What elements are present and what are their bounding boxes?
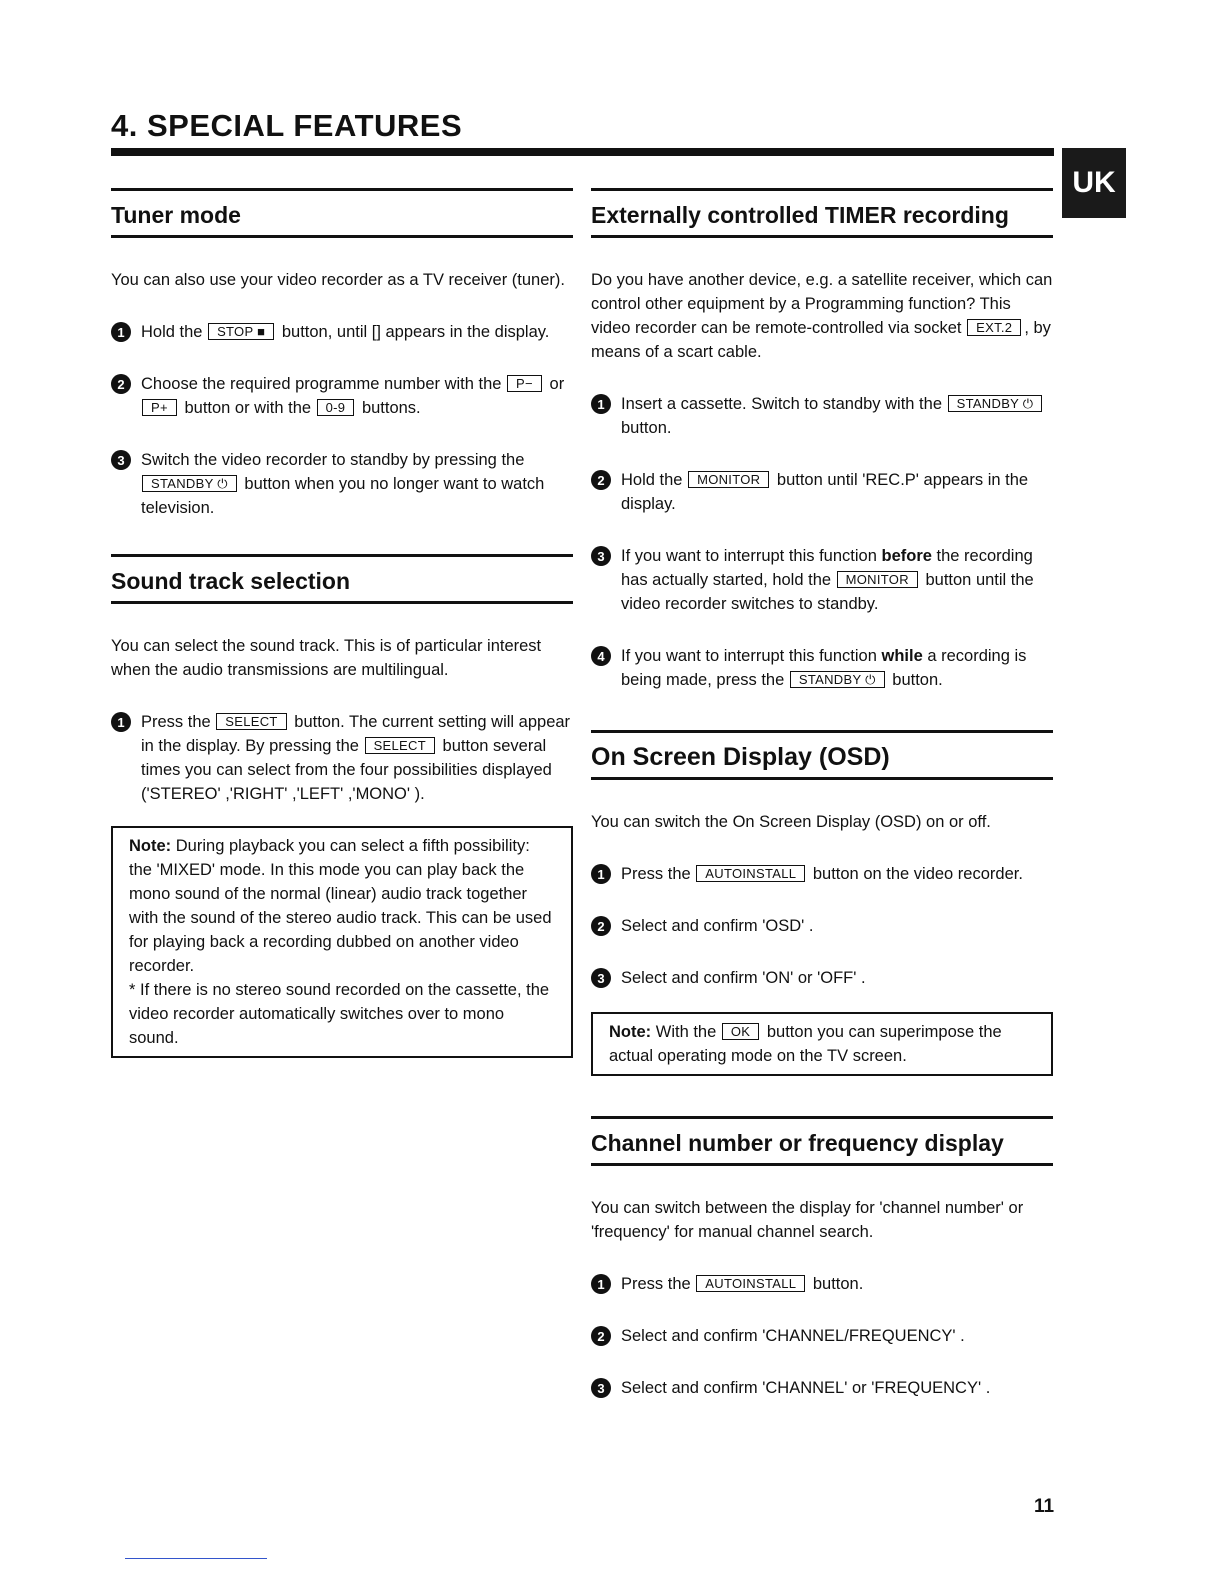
timer-step-1: 1 Insert a cassette. Switch to standby with the STANDBY ⏻ button. <box>591 392 1053 440</box>
osd-note-box: Note: With the OK button you can superimpose the actual operating mode on the TV screen. <box>591 1012 1053 1076</box>
channel-step-3: 3 Select and confirm 'CHANNEL' or 'FREQUENCY' . <box>591 1376 1053 1400</box>
step-number-icon: 1 <box>591 864 611 884</box>
tuner-mode-heading: Tuner mode <box>111 188 573 238</box>
step-number-icon: 4 <box>591 646 611 666</box>
ext2-socket-icon: EXT.2 <box>967 319 1021 336</box>
standby-key-icon: STANDBY ⏻ <box>790 671 885 688</box>
footer-rule <box>125 1558 267 1559</box>
step-number-icon: 1 <box>111 712 131 732</box>
page-title: 4. SPECIAL FEATURES <box>111 108 463 143</box>
note-label: Note: <box>609 1023 652 1041</box>
digit-keys-icon: 0-9 <box>317 399 355 416</box>
step-number-icon: 1 <box>591 1274 611 1294</box>
step-number-icon: 1 <box>111 322 131 342</box>
channel-step-1: 1 Press the AUTOINSTALL button. <box>591 1272 1053 1296</box>
step-number-icon: 3 <box>111 450 131 470</box>
channel-display-heading: Channel number or frequency display <box>591 1116 1053 1166</box>
sound-track-section <box>111 554 573 1058</box>
standby-key-icon: STANDBY ⏻ <box>142 475 237 492</box>
osd-step-2: 2 Select and confirm 'OSD' . <box>591 914 1053 938</box>
step-number-icon: 3 <box>591 546 611 566</box>
sound-track-heading: Sound track selection <box>111 554 573 604</box>
select-key-icon: SELECT <box>365 737 435 754</box>
osd-heading: On Screen Display (OSD) <box>591 730 1053 780</box>
tuner-mode-section <box>111 188 573 520</box>
standby-key-icon: STANDBY ⏻ <box>948 395 1043 412</box>
stop-key-icon: STOP ■ <box>208 323 274 340</box>
monitor-key-icon: MONITOR <box>688 471 769 488</box>
ok-key-icon: OK <box>722 1023 759 1040</box>
step-number-icon: 1 <box>591 394 611 414</box>
page-number: 11 <box>1034 1496 1055 1517</box>
left-column <box>111 188 573 1058</box>
step-number-icon: 2 <box>591 470 611 490</box>
autoinstall-key-icon: AUTOINSTALL <box>696 865 805 882</box>
channel-step-2: 2 Select and confirm 'CHANNEL/FREQUENCY' . <box>591 1324 1053 1348</box>
note-label: Note: <box>129 837 172 855</box>
sound-intro: You can select the sound track. This is of particular interest when the audio transmissions are multilingual. <box>111 637 542 679</box>
timer-section <box>591 188 1053 692</box>
osd-step-1: 1 Press the AUTOINSTALL button on the video recorder. <box>591 862 1053 886</box>
timer-intro: Do you have another device, e.g. a satellite receiver, which can control other equipment by a Programming function? This video recorder can be remote-controlled via socket EXT.2 , by means of a scart cable. <box>591 271 1053 361</box>
title-rule <box>111 148 1054 156</box>
tuner-intro: You can also use your video recorder as a TV receiver (tuner). <box>111 271 565 289</box>
osd-step-3: 3 Select and confirm 'ON' or 'OFF' . <box>591 966 1053 990</box>
note-extra: * If there is no stereo sound recorded on the cassette, the video recorder automatically switches over to mono sound. <box>129 981 550 1047</box>
tuner-step-2: 2 Choose the required programme number with the P− or P+ button or with the 0-9 buttons. <box>111 372 573 420</box>
language-tab: UK <box>1062 148 1126 218</box>
step-number-icon: 2 <box>591 1326 611 1346</box>
select-key-icon: SELECT <box>216 713 286 730</box>
step-number-icon: 2 <box>591 916 611 936</box>
timer-step-3: 3 If you want to interrupt this function before the recording has actually started, hold the MONITOR button until the video recorder switches to standby. <box>591 544 1053 616</box>
autoinstall-key-icon: AUTOINSTALL <box>696 1275 805 1292</box>
osd-intro: You can switch the On Screen Display (OSD) on or off. <box>591 813 991 831</box>
channel-display-section <box>591 1116 1053 1400</box>
tuner-step-1: 1 Hold the STOP ■ button, until [] appears in the display. <box>111 320 573 344</box>
tuner-step-3: 3 Switch the video recorder to standby by pressing the STANDBY ⏻ button when you no longer want to watch television. <box>111 448 573 520</box>
step-number-icon: 3 <box>591 1378 611 1398</box>
note-text: During playback you can select a fifth possibility: the 'MIXED' mode. In this mode you can play back the mono sound of the normal (linear) audio track together with the sound of the stereo audio track. This can be used for playing back a recording dubbed on another video recorder. <box>129 837 552 975</box>
step-number-icon: 3 <box>591 968 611 988</box>
timer-step-2: 2 Hold the MONITOR button until 'REC.P' appears in the display. <box>591 468 1053 516</box>
timer-heading: Externally controlled TIMER recording <box>591 188 1053 238</box>
monitor-key-icon: MONITOR <box>837 571 918 588</box>
p-minus-key-icon: P− <box>507 375 542 392</box>
p-plus-key-icon: P+ <box>142 399 177 416</box>
osd-section <box>591 730 1053 1076</box>
sound-note-box <box>111 826 573 1058</box>
channel-intro: You can switch between the display for 'channel number' or 'frequency' for manual channel search. <box>591 1199 1024 1241</box>
sound-step-1: 1 Press the SELECT button. The current setting will appear in the display. By pressing the SELECT button several times you can select from the four possibilities displayed ('STEREO' ,'RIGHT' ,'LEFT' ,'MONO' ). <box>111 710 573 806</box>
right-column <box>591 188 1053 1400</box>
step-number-icon: 2 <box>111 374 131 394</box>
timer-step-4: 4 If you want to interrupt this function while a recording is being made, press the STANDBY ⏻ button. <box>591 644 1053 692</box>
